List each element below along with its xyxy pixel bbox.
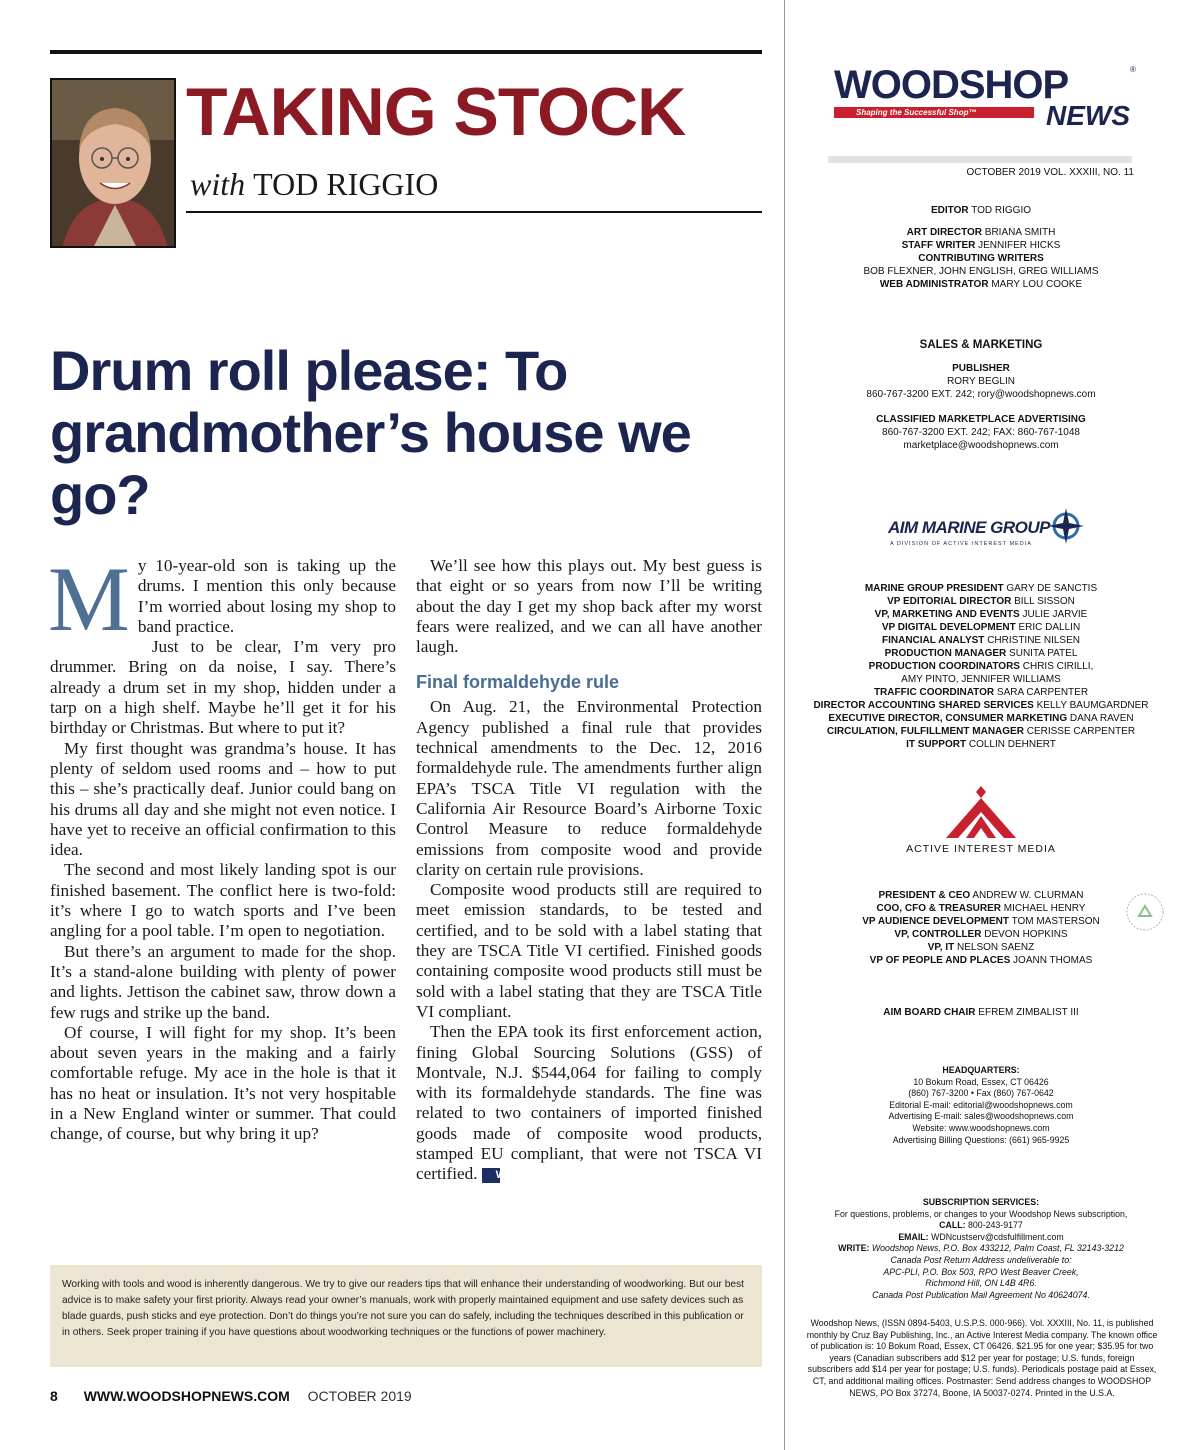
page-number: 8 bbox=[50, 1388, 58, 1404]
hq-line: (860) 767-3200 • Fax (860) 767-0642 bbox=[908, 1088, 1054, 1099]
article-paragraph: But there’s an argument to made for the shop. It’s a stand-alone building with plenty of power and lights. Jettison the cabinet saw, throw down a few rugs and strike up the band. bbox=[50, 941, 396, 1022]
subs-write: WRITE: Woodshop News, P.O. Box 433212, Palm Coast, FL 32143-3212 bbox=[838, 1243, 1124, 1254]
staff-line: TRAFFIC COORDINATOR SARA CARPENTER bbox=[873, 687, 1089, 698]
aim-marine-subtext: A DIVISION OF ACTIVE INTEREST MEDIA bbox=[890, 541, 1032, 547]
compass-icon bbox=[1048, 508, 1084, 544]
staff-line: PRODUCTION MANAGER SUNITA PATEL bbox=[884, 648, 1078, 659]
staff-line: MARINE GROUP PRESIDENT GARY DE SANCTIS bbox=[864, 583, 1098, 594]
article-paragraph: Of course, I will fight for my shop. It’s been about seven years in the making and a fairly comfortable refuge. My ace in the hole is that it has no heat or insulation. It’s not very hospitable in a New England winter or summer. That could change, of course, but why bring it up? bbox=[50, 1022, 396, 1144]
staff-line: CONTRIBUTING WRITERS bbox=[918, 253, 1044, 264]
hq-line: 10 Bokum Road, Essex, CT 06426 bbox=[913, 1076, 1049, 1087]
logo-word-news: NEWS bbox=[1046, 100, 1130, 131]
logo-tagline: Shaping the Successful Shop™ bbox=[834, 107, 1034, 118]
staff-line: DIRECTOR ACCOUNTING SHARED SERVICES KELLY BAUMGARDNER bbox=[813, 700, 1149, 711]
sales-section bbox=[798, 339, 1164, 452]
publisher-contact: 860-767-3200 EXT. 242; rory@woodshopnews.com bbox=[866, 389, 1096, 400]
byline bbox=[190, 168, 438, 200]
drop-cap: M bbox=[48, 548, 130, 650]
subs-canada-line: Canada Post Return Address undeliverable to: bbox=[890, 1254, 1072, 1265]
hq-line: Advertising E-mail: sales@woodshopnews.com bbox=[888, 1111, 1074, 1122]
article-subhead: Final formaldehyde rule bbox=[416, 672, 620, 693]
article-paragraph: Composite wood products still are required to meet emission standards, to be tested and certified, and to be sold with a label stating that they are TSCA Title VI certified. Finished goods containing composite wood products still must be sold with a label stating that they are TSCA Title VI compliant. bbox=[416, 880, 762, 1021]
hq-line: Editorial E-mail: editorial@woodshopnews.com bbox=[889, 1099, 1073, 1110]
hq-heading: HEADQUARTERS: bbox=[942, 1065, 1020, 1075]
staff-line: EXECUTIVE DIRECTOR, CONSUMER MARKETING DANA RAVEN bbox=[828, 713, 1134, 724]
footer-issue-date: OCTOBER 2019 bbox=[307, 1388, 412, 1404]
staff-line: PRESIDENT & CEO ANDREW W. CLURMAN bbox=[878, 890, 1084, 901]
staff-line: IT SUPPORT COLLIN DEHNERT bbox=[906, 739, 1056, 750]
staff-line: VP OF PEOPLE AND PLACES JOANN THOMAS bbox=[869, 955, 1093, 966]
logo-registered-mark: ® bbox=[1130, 65, 1136, 74]
byline-prefix: with bbox=[190, 166, 246, 202]
issue-info: OCTOBER 2019 VOL. XXXIII, NO. 11 bbox=[966, 167, 1134, 178]
masthead-rule bbox=[828, 156, 1132, 163]
author-name: TOD RIGGIO bbox=[253, 166, 439, 202]
page-footer bbox=[50, 1388, 412, 1404]
staff-line: VP AUDIENCE DEVELOPMENT TOM MASTERSON bbox=[862, 916, 1100, 927]
marine-staff bbox=[798, 582, 1164, 751]
recycle-icon bbox=[1125, 892, 1165, 932]
top-rule bbox=[50, 50, 762, 54]
classified-heading: CLASSIFIED MARKETPLACE ADVERTISING bbox=[876, 414, 1086, 425]
staff-line: FINANCIAL ANALYST CHRISTINE NILSEN bbox=[882, 635, 1080, 646]
aim-marine-text: AIM MARINE GROUP bbox=[888, 518, 1050, 537]
article-paragraph: My first thought was grandma’s house. It has plenty of seldom used rooms and – how to put this – she’s practically deaf. Junior could bang on his drums all day and she might not even notice. I have yet to receive an official confirmation to this idea. bbox=[50, 738, 396, 860]
sales-heading: SALES & MARKETING bbox=[919, 339, 1043, 351]
publisher-name: RORY BEGLIN bbox=[947, 376, 1015, 387]
staff-line: VP, MARKETING AND EVENTS JULIE JARVIE bbox=[874, 609, 1088, 620]
staff-line: CIRCULATION, FULFILLMENT MANAGER CERISSE CARPENTER bbox=[826, 726, 1136, 737]
article-column-left bbox=[48, 548, 396, 1145]
article-paragraph: The second and most likely landing spot is our finished basement. The conflict here is two-fold: it’s where I go to watch sports and I’ve been angling for a pool table. I’m open to negotiation. bbox=[50, 860, 396, 941]
active-interest-media-label: ACTIVE INTEREST MEDIA bbox=[906, 843, 1056, 855]
article-paragraph: Just to be clear, I’m very pro drummer. Bring on da noise, I say. There’s already a drum set in my shop, hidden under a tarp on a high shelf. Maybe he’ll get it for his birthday or Christmas. But where to put it? bbox=[50, 637, 396, 738]
subs-call: CALL: 800-243-9177 bbox=[939, 1220, 1023, 1231]
subs-heading: SUBSCRIPTION SERVICES: bbox=[922, 1197, 1040, 1207]
logo-word-woodshop: WOODSHOP bbox=[834, 63, 1069, 107]
end-mark-icon: W bbox=[482, 1168, 500, 1183]
classified-phone: 860-767-3200 EXT. 242; FAX: 860-767-1048 bbox=[882, 427, 1080, 438]
article-paragraph: Then the EPA took its first enforcement action, fining Global Sourcing Solutions (GSS) of Montvale, N.J. $544,064 for failing to comply with its formaldehyde standards. The fine was related to two containers of imported finished goods made of composite wood products, stamped EU compliant, that were not TSCA VI certified. W bbox=[416, 1022, 762, 1184]
corporate-staff bbox=[798, 889, 1164, 967]
article-paragraph: My 10-year-old son is taking up the drums. I mention this only because I’m worried about losing my shop to band practice. bbox=[48, 548, 396, 650]
active-interest-media-logo-icon bbox=[946, 786, 1016, 838]
aim-marine-group-logo bbox=[888, 508, 1088, 550]
staff-line: VP EDITORIAL DIRECTOR BILL SISSON bbox=[887, 596, 1075, 607]
publisher-heading: PUBLISHER bbox=[952, 363, 1010, 374]
staff-line: WEB ADMINISTRATOR MARY LOU COOKE bbox=[879, 279, 1083, 290]
headquarters bbox=[798, 1065, 1164, 1146]
column-title: TAKING STOCK bbox=[186, 74, 686, 150]
staff-line: EDITOR TOD RIGGIO bbox=[930, 205, 1032, 216]
subs-email: EMAIL: WDNcustserv@cdsfulfillment.com bbox=[898, 1231, 1064, 1242]
subs-canada-line: Richmond Hill, ON L4B 4R6. bbox=[925, 1278, 1037, 1289]
editorial-staff bbox=[798, 204, 1164, 291]
hq-line: Website: www.woodshopnews.com bbox=[912, 1122, 1050, 1133]
subs-canada-line: Canada Post Publication Mail Agreement No 40624074. bbox=[872, 1289, 1090, 1300]
safety-disclaimer: Working with tools and wood is inherently dangerous. We try to give our readers tips that will enhance their understanding of woodworking. But our best advice is to make safety your first priority. Always read your owner’s manuals, work with properly maintained equipment and use safety devices such as blade guards, push sticks and eye protection. Don’t do things you’re not sure you can do safely, including the techniques described in this publication or in others. Seek proper training if you have questions about woodworking techniques or the functions of power machinery. bbox=[50, 1265, 762, 1367]
woodshop-news-logo bbox=[834, 63, 1140, 138]
article-headline: Drum roll please: To grandmother’s house we go? bbox=[50, 339, 691, 526]
staff-line: VP DIGITAL DEVELOPMENT ERIC DALLIN bbox=[881, 622, 1081, 633]
subs-intro: For questions, problems, or changes to your Woodshop News subscription, bbox=[834, 1208, 1128, 1219]
legal-notice: Woodshop News, (ISSN 0894-5403, U.S.P.S. 000-966). Vol. XXXIII, No. 11, is published monthly by Cruz Bay Publishing, Inc., an Active Interest Media company. The known office of publication is: 10 Bokum Road, Essex, CT 06426. $21.95 for one year; $35.95 for two years (Canadian subscribers add $12 per year for postage; U.S. funds, foreign subscribers add $14 per year for postage; U.S. funds). Periodicals postage paid at Essex, CT, and additional mailing offices. Postmaster: Send address changes to WOODSHOP NEWS, PO Box 37274, Boone, IA 50037-0274. Printed in the U.S.A. bbox=[806, 1318, 1158, 1398]
article-paragraph: On Aug. 21, the Environmental Protection Agency published a final rule that provides technical amendments to the Dec. 12, 2016 formaldehyde rule. The amendments further align EPA’s TSCA Title VI regulation with the California Air Resource Board’s Airborne Toxic Control Measure to reduce formaldehyde emissions from composite wood and provide clarity on certain rule provisions. bbox=[416, 697, 762, 879]
byline-rule bbox=[186, 211, 762, 213]
staff-line: BOB FLEXNER, JOHN ENGLISH, GREG WILLIAMS bbox=[863, 266, 1099, 277]
footer-site-url[interactable]: WWW.WOODSHOPNEWS.COM bbox=[83, 1388, 290, 1404]
staff-line: STAFF WRITER JENNIFER HICKS bbox=[901, 240, 1061, 251]
board-chair: AIM BOARD CHAIR EFREM ZIMBALIST III bbox=[883, 1007, 1079, 1018]
subscription-services bbox=[798, 1197, 1164, 1301]
staff-line: AMY PINTO, JENNIFER WILLIAMS bbox=[901, 674, 1061, 685]
author-portrait bbox=[50, 78, 176, 248]
classified-email[interactable]: marketplace@woodshopnews.com bbox=[903, 440, 1059, 451]
staff-line: PRODUCTION COORDINATORS CHRIS CIRILLI, bbox=[868, 661, 1094, 672]
article-column-right bbox=[416, 556, 762, 1185]
staff-line: VP, CONTROLLER DEVON HOPKINS bbox=[894, 929, 1068, 940]
staff-line: COO, CFO & TREASURER MICHAEL HENRY bbox=[876, 903, 1086, 914]
subs-canada-line: APC-PLI, P.O. Box 503, RPO West Beaver Creek, bbox=[883, 1266, 1079, 1277]
page-divider bbox=[784, 0, 785, 1450]
staff-line: ART DIRECTOR BRIANA SMITH bbox=[906, 227, 1056, 238]
article-paragraph: We’ll see how this plays out. My best guess is that eight or so years from now I’ll be writing about the day I get my shop back after my worst fears were realized, and we can all have another laugh. bbox=[416, 556, 762, 657]
hq-line: Advertising Billing Questions: (661) 965-9925 bbox=[892, 1134, 1070, 1145]
staff-line: VP, IT NELSON SAENZ bbox=[927, 942, 1035, 953]
